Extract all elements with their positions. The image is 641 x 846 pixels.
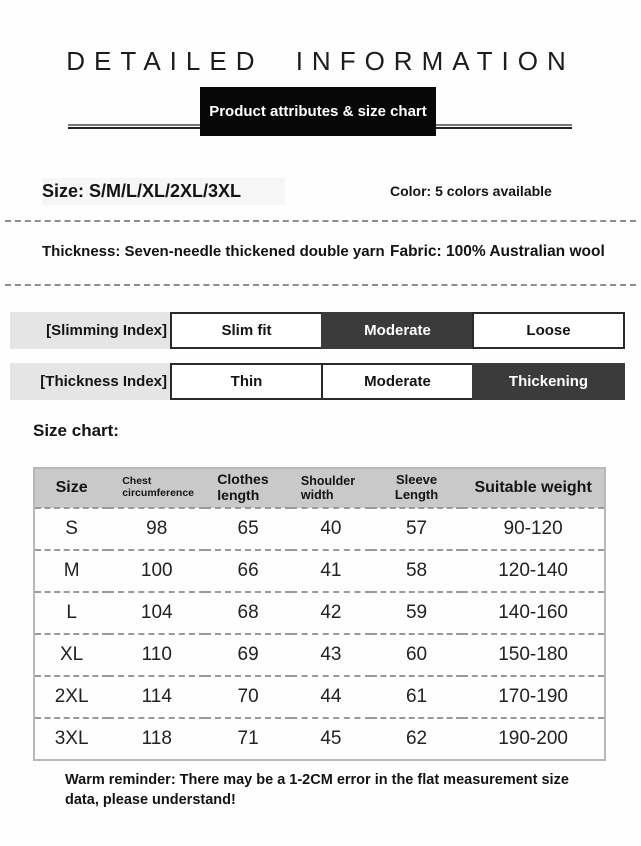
col-header-chest: Chest circumference bbox=[108, 468, 205, 508]
table-cell: 104 bbox=[108, 592, 205, 634]
table-cell: 70 bbox=[205, 676, 291, 718]
col-header-sleeve-length: Sleeve Length bbox=[371, 468, 462, 508]
size-chart-heading: Size chart: bbox=[33, 421, 119, 440]
table-cell: 150-180 bbox=[462, 634, 605, 676]
table-cell: 100 bbox=[108, 550, 205, 592]
attribute-row bbox=[0, 176, 641, 206]
table-cell: 45 bbox=[291, 718, 371, 760]
dashed-divider bbox=[5, 284, 636, 286]
thickness-index-label: [Thickness Index] bbox=[10, 363, 170, 400]
table-cell: 110 bbox=[108, 634, 205, 676]
warm-reminder: Warm reminder: There may be a 1-2CM error in the flat measurement size data, please understand! bbox=[65, 772, 569, 808]
table-row bbox=[34, 508, 605, 550]
table-row bbox=[34, 592, 605, 634]
table-row bbox=[34, 718, 605, 760]
table-cell: 61 bbox=[371, 676, 462, 718]
table-cell: 3XL bbox=[34, 718, 108, 760]
table-cell: 190-200 bbox=[462, 718, 605, 760]
table-row bbox=[34, 550, 605, 592]
table-cell: 65 bbox=[205, 508, 291, 550]
table-cell: 43 bbox=[291, 634, 371, 676]
thickness-index-row bbox=[10, 363, 625, 400]
table-cell: 2XL bbox=[34, 676, 108, 718]
slimming-option-moderate-active: Moderate bbox=[321, 312, 474, 349]
thickness-option-thin: Thin bbox=[170, 363, 323, 400]
attribute-size-wrap bbox=[42, 178, 390, 205]
attribute-thickness-wrap bbox=[42, 243, 390, 261]
table-cell: 42 bbox=[291, 592, 371, 634]
table-cell: 62 bbox=[371, 718, 462, 760]
slimming-option-slim-fit: Slim fit bbox=[170, 312, 323, 349]
section-banner: Product attributes & size chart bbox=[200, 87, 436, 136]
table-cell: 98 bbox=[108, 508, 205, 550]
table-row bbox=[34, 634, 605, 676]
attribute-fabric: Fabric: 100% Australian wool bbox=[390, 243, 605, 260]
attribute-row bbox=[0, 237, 641, 267]
banner-section bbox=[0, 87, 641, 136]
size-table-header bbox=[34, 468, 605, 508]
slimming-option-loose: Loose bbox=[472, 312, 625, 349]
table-cell: 118 bbox=[108, 718, 205, 760]
col-header-suitable-weight: Suitable weight bbox=[462, 468, 605, 508]
table-cell: M bbox=[34, 550, 108, 592]
table-cell: 140-160 bbox=[462, 592, 605, 634]
header-row bbox=[34, 468, 605, 508]
table-cell: S bbox=[34, 508, 108, 550]
slimming-index-label: [Slimming Index] bbox=[10, 312, 170, 349]
col-header-size: Size bbox=[34, 468, 108, 508]
thickness-option-thickening-active: Thickening bbox=[472, 363, 625, 400]
table-row bbox=[34, 676, 605, 718]
attributes-section bbox=[0, 176, 641, 286]
attribute-color: Color: 5 colors available bbox=[390, 183, 552, 199]
col-header-shoulder-width: Shoulder width bbox=[291, 468, 371, 508]
table-cell: 71 bbox=[205, 718, 291, 760]
slimming-index-row bbox=[10, 312, 625, 349]
dashed-divider bbox=[5, 220, 636, 222]
page-title: DETAILED INFORMATION bbox=[66, 46, 575, 76]
table-cell: 44 bbox=[291, 676, 371, 718]
attribute-size: Size: S/M/L/XL/2XL/3XL bbox=[42, 178, 285, 205]
table-cell: 69 bbox=[205, 634, 291, 676]
table-cell: 90-120 bbox=[462, 508, 605, 550]
size-table-body bbox=[34, 508, 605, 760]
table-cell: 60 bbox=[371, 634, 462, 676]
table-cell: 59 bbox=[371, 592, 462, 634]
attribute-thickness: Thickness: Seven-needle thickened double yarn bbox=[42, 243, 385, 260]
table-cell: L bbox=[34, 592, 108, 634]
index-section bbox=[0, 312, 641, 400]
thickness-option-moderate: Moderate bbox=[321, 363, 474, 400]
table-cell: 170-190 bbox=[462, 676, 605, 718]
table-cell: 114 bbox=[108, 676, 205, 718]
table-cell: 58 bbox=[371, 550, 462, 592]
table-cell: 68 bbox=[205, 592, 291, 634]
table-cell: XL bbox=[34, 634, 108, 676]
col-header-clothes-length: Clothes length bbox=[205, 468, 291, 508]
size-chart-table bbox=[33, 467, 606, 761]
table-cell: 41 bbox=[291, 550, 371, 592]
product-detail-page bbox=[0, 46, 641, 846]
table-cell: 57 bbox=[371, 508, 462, 550]
table-cell: 120-140 bbox=[462, 550, 605, 592]
table-cell: 40 bbox=[291, 508, 371, 550]
table-cell: 66 bbox=[205, 550, 291, 592]
